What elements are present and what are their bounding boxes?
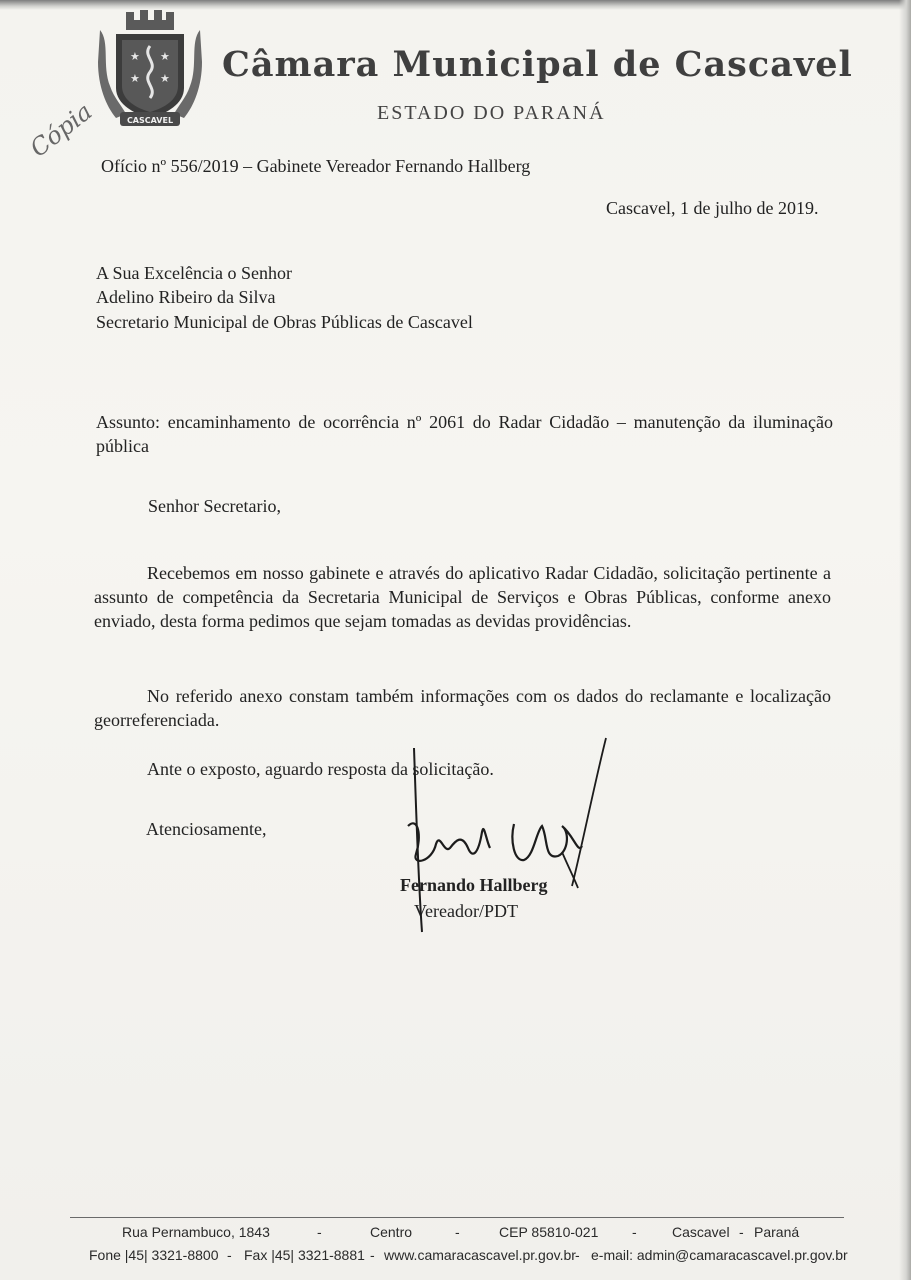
footer-email[interactable]: e-mail: admin@camaracascavel.pr.gov.br [591, 1247, 848, 1263]
state-subtitle: ESTADO DO PARANÁ [377, 102, 606, 124]
copy-handwritten-note: Cópia [24, 97, 98, 163]
handwritten-signature [392, 736, 617, 941]
signatory-name: Fernando Hallberg [400, 875, 548, 895]
oficio-reference: Ofício nº 556/2019 – Gabinete Vereador Fernando Hallberg [101, 156, 531, 176]
footer-district: Centro [370, 1224, 413, 1240]
svg-text:★: ★ [130, 50, 140, 63]
body-paragraph-3: Ante o exposto, aguardo resposta da solicitação. [147, 759, 494, 779]
footer-divider [70, 1217, 844, 1218]
signatory-role: Vereador/PDT [414, 901, 518, 921]
closing: Atenciosamente, [146, 819, 267, 839]
svg-text:★: ★ [130, 72, 140, 85]
crest-label: CASCAVEL [126, 116, 174, 125]
svg-text:★: ★ [160, 72, 170, 85]
footer-separator: - [739, 1224, 744, 1240]
subject-line: Assunto: encaminhamento de ocorrência nº 2061 do Radar Cidadão – manutenção da iluminação pública [96, 412, 833, 456]
footer-phone: Fone |45| 3321-8800 [89, 1247, 219, 1263]
footer-separator: - [227, 1247, 232, 1263]
footer-city: Cascavel [672, 1224, 730, 1240]
letter-date: Cascavel, 1 de julho de 2019. [606, 198, 819, 218]
recipient-line-2: Adelino Ribeiro da Silva [96, 287, 276, 307]
footer-website[interactable]: www.camaracascavel.pr.gov.br [384, 1247, 576, 1263]
footer-state: Paraná [754, 1224, 800, 1240]
chamber-title: Câmara Municipal de Cascavel [222, 44, 853, 85]
body-paragraph-1: Recebemos em nosso gabinete e através do aplicativo Radar Cidadão, solicitação pertinente a assunto de competência da Secretaria Municipal de Serviços e Obras Públicas, conforme anexo enviado, desta forma pedimos que sejam tomadas as devidas providências. [94, 563, 831, 631]
footer-cep: CEP 85810-021 [499, 1224, 599, 1240]
svg-text:★: ★ [160, 50, 170, 63]
footer-separator: - [455, 1224, 460, 1240]
footer-separator: - [632, 1224, 637, 1240]
footer-separator: - [575, 1247, 580, 1263]
recipient-line-3: Secretario Municipal de Obras Públicas de Cascavel [96, 312, 473, 332]
footer-separator: - [317, 1224, 322, 1240]
footer-fax: Fax |45| 3321-8881 [244, 1247, 365, 1263]
salutation: Senhor Secretario, [148, 496, 281, 516]
footer-separator: - [370, 1247, 375, 1263]
footer-street: Rua Pernambuco, 1843 [122, 1224, 270, 1240]
paper-right-shadow [899, 0, 911, 1280]
coat-of-arms-logo [96, 6, 204, 130]
body-paragraph-2: No referido anexo constam também informações com os dados do reclamante e localização georreferenciada. [94, 686, 831, 730]
recipient-line-1: A Sua Excelência o Senhor [96, 263, 292, 283]
